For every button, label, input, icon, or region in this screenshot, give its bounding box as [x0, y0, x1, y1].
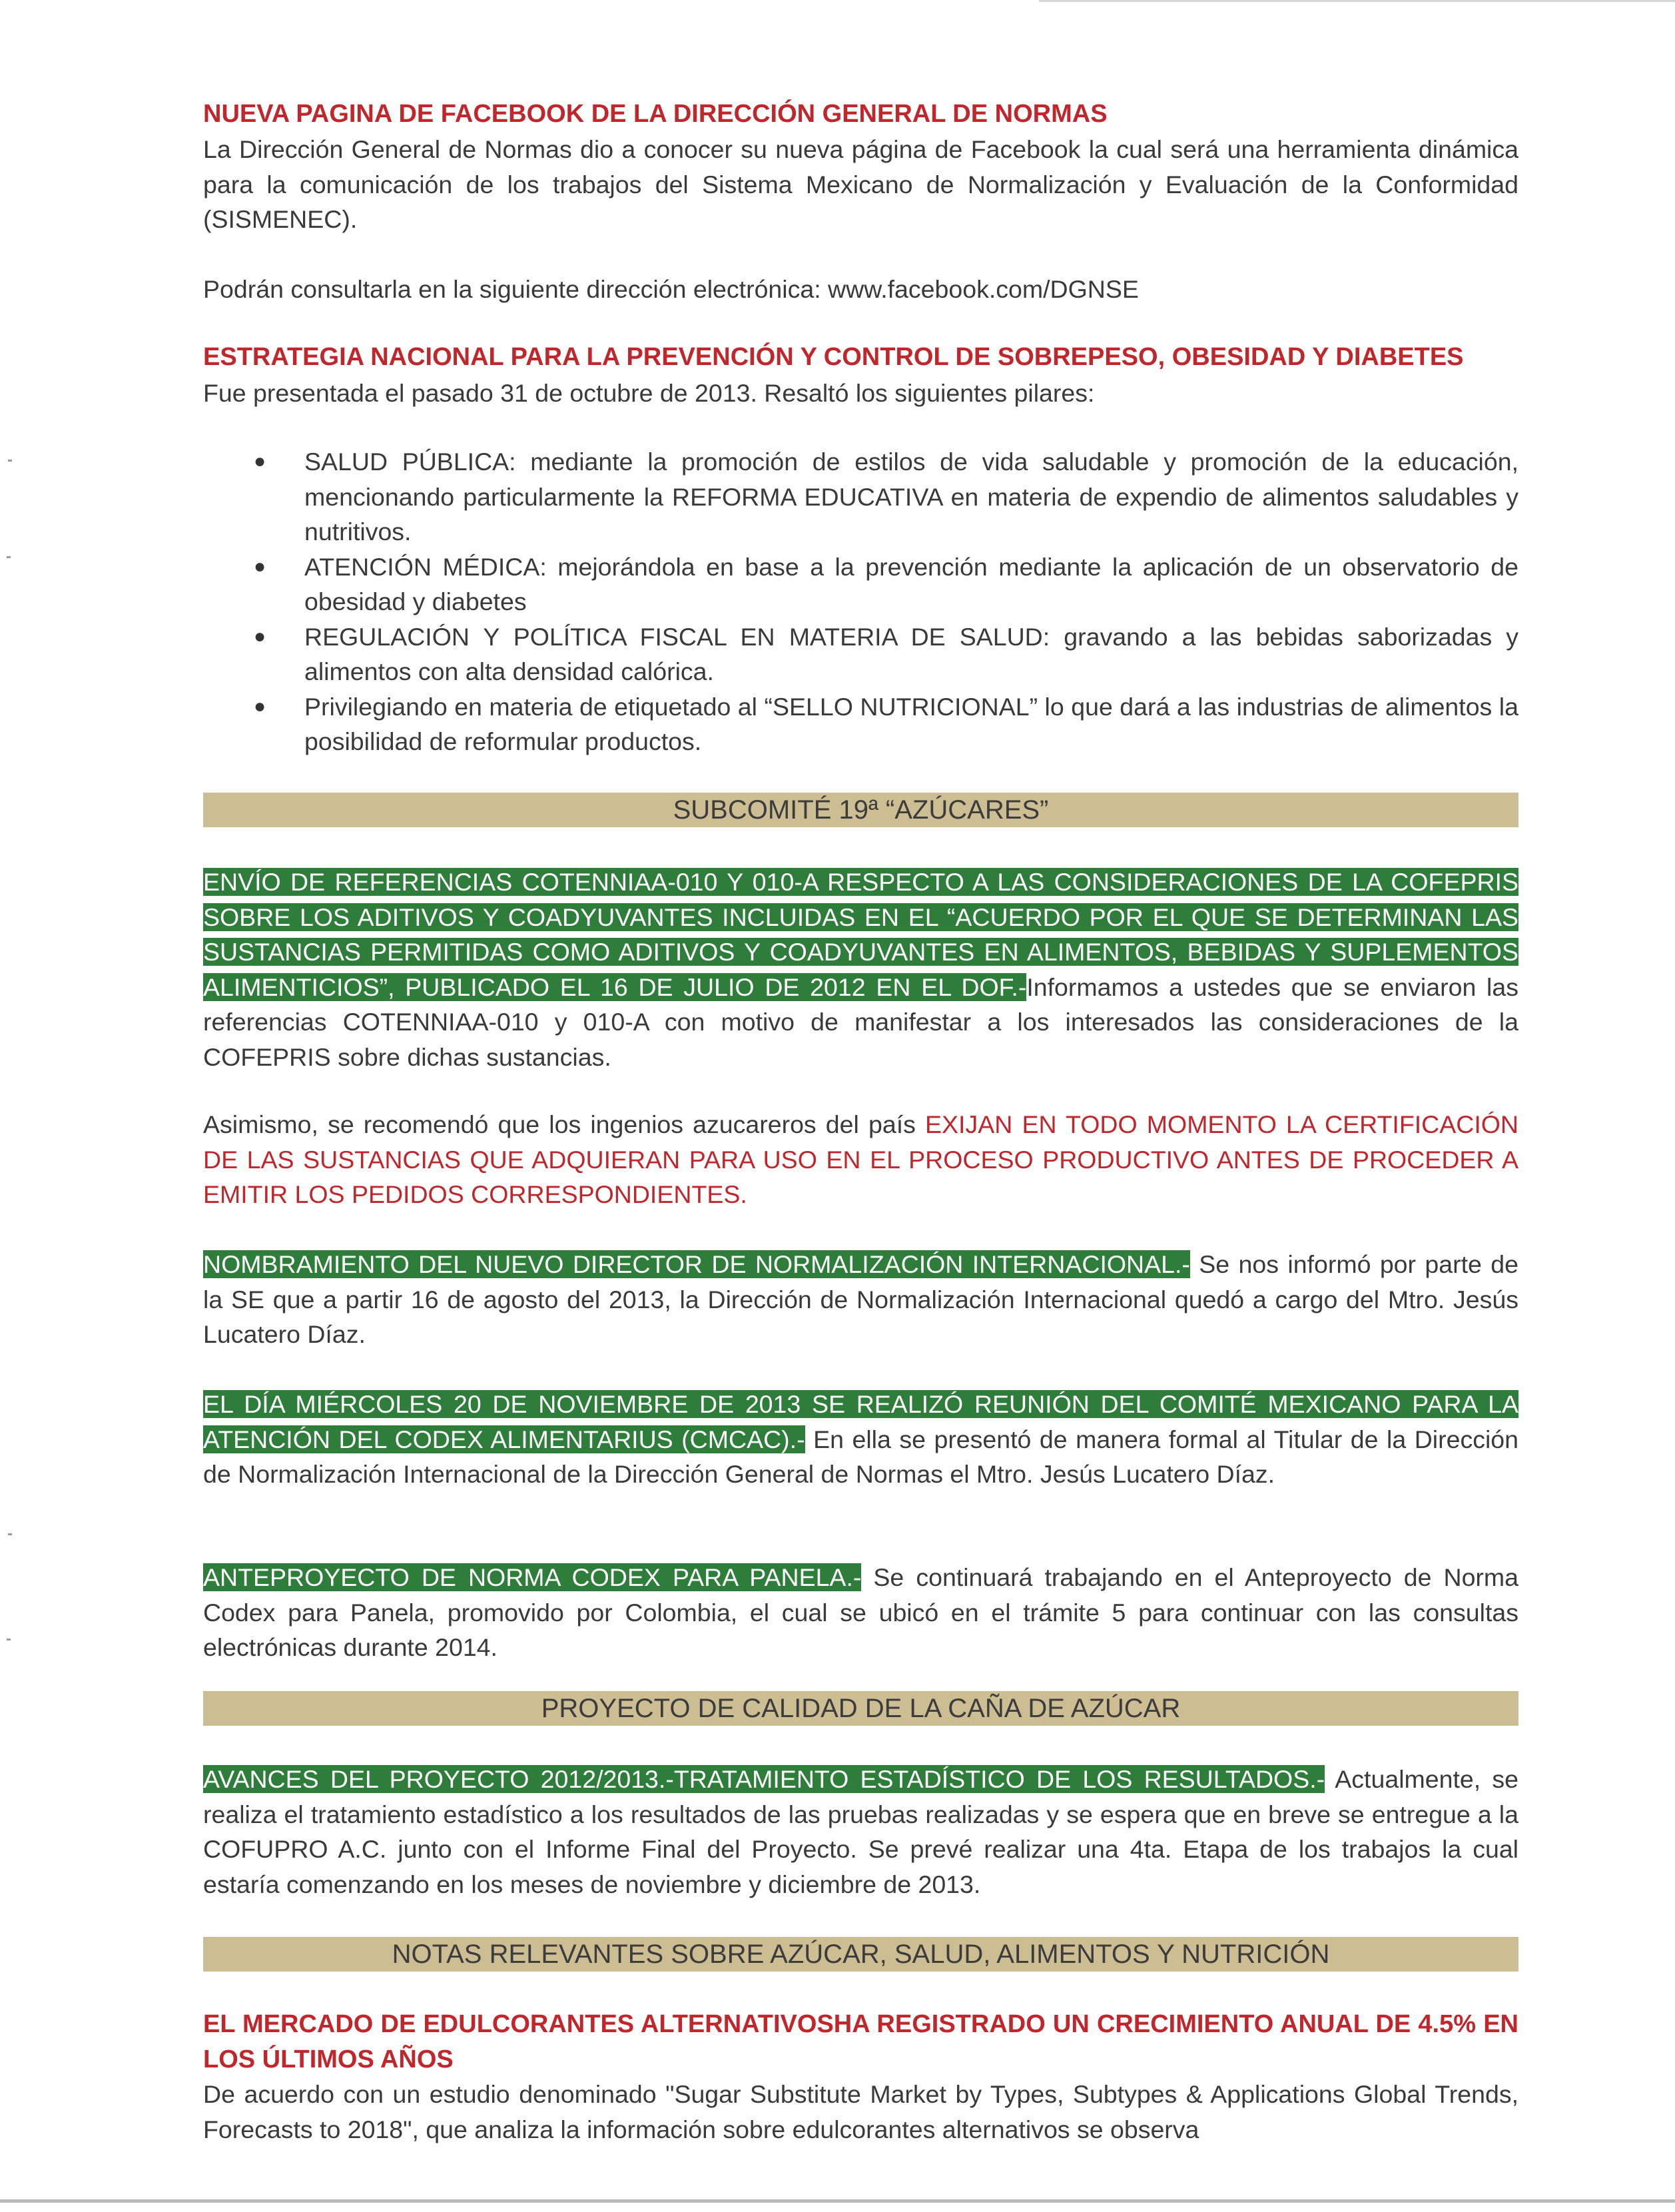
scan-edge-top [1039, 0, 1675, 2]
item-referencias [203, 865, 1518, 1074]
scan-speck [8, 1533, 12, 1535]
section-title-estrategia: ESTRATEGIA NACIONAL PARA LA PREVENCIÓN Y CONTROL DE SOBREPESO, OBESIDAD Y DIABETES [203, 343, 1464, 371]
bullet-icon: ● [254, 555, 266, 577]
highlight-heading: NOMBRAMIENTO DEL NUEVO DIRECTOR DE NORMALIZACIÓN INTERNACIONAL.- [203, 1250, 1190, 1278]
scan-edge-bottom [0, 2199, 1675, 2203]
item-reunion-cmcac [203, 1387, 1518, 1492]
scan-speck [8, 460, 12, 462]
item-text: En ella se presentó de manera formal al Titular de la Dirección de Normalización Internacional de la Dirección General de Normas el Mtro. Jesús Lucatero Díaz. [203, 1425, 1518, 1488]
bullet-icon: ● [254, 625, 266, 647]
item-nombramiento [203, 1247, 1518, 1352]
item-text: Informamos a ustedes que se enviaron las referencias COTENNIAA-010 y 010-A con motivo de manifestar a los interesados las consideraciones de la COFEPRIS sobre dichas sustancias. [203, 972, 1518, 1071]
edulcorantes-paragraph: De acuerdo con un estudio denominado "Sugar Substitute Market by Types, Subtypes & Applications Global Trends, Forecasts to 2018", que analiza la información sobre edulcorantes alternativos se observa [203, 2080, 1518, 2143]
bullet-icon: ● [254, 695, 266, 717]
section-band-notas: NOTAS RELEVANTES SOBRE AZÚCAR, SALUD, ALIMENTOS Y NUTRICIÓN [203, 1937, 1518, 1972]
item-recomendacion: Asimismo, se recomendó que los ingenios azucareros del país EXIJAN EN TODO MOMENTO LA CERTIFICACIÓN DE LAS SUSTANCIAS QUE ADQUIERAN PARA USO EN EL PROCESO PRODUCTIVO ANTES DE PROCEDER A EMITIR LOS PEDIDOS CORRESPONDIENTES. [203, 1110, 1518, 1208]
section-title-edulcorantes: EL MERCADO DE EDULCORANTES ALTERNATIVOSHA REGISTRADO UN CRECIMIENTO ANUAL DE 4.5% EN LOS ÚLTIMOS AÑOS [203, 2010, 1518, 2073]
list-item: ● ATENCIÓN MÉDICA: mejorándola en base a la prevención mediante la aplicación de un observatorio de obesidad y diabetes [203, 550, 1518, 619]
pillars-list [203, 444, 1518, 759]
section-band-subcomite: SUBCOMITÉ 19ª “AZÚCARES” [203, 793, 1518, 827]
highlight-heading: ANTEPROYECTO DE NORMA CODEX PARA PANELA.- [203, 1563, 862, 1591]
item-text: Actualmente, se realiza el tratamiento estadístico a los resultados de las pruebas realizadas y se espera que en breve se entregue a la COFUPRO A.C. junto con el Informe Final del Proyecto. Se prevé realizar una 4ta. Etapa de los trabajos la cual estaría comenzando en los meses de noviembre y diciembre de 2013. [203, 1765, 1518, 1898]
item-text: Se continuará trabajando en el Anteproyecto de Norma Codex para Panela, promovido por Colombia, el cual se ubicó en el trámite 5 para continuar con las consultas electrónicas durante 2014. [203, 1563, 1519, 1661]
list-item: ● SALUD PÚBLICA: mediante la promoción de estilos de vida saludable y promoción de la educación, mencionando particularmente la REFORMA EDUCATIVA en materia de expendio de alimentos saludables y nutritivos. [203, 444, 1518, 550]
facebook-paragraph: La Dirección General de Normas dio a conocer su nueva página de Facebook la cual será una herramienta dinámica para la comunicación de los trabajos del Sistema Mexicano de Normalización y Evaluación de la Conformidad (SISMENEC). [203, 135, 1518, 233]
scan-speck [7, 1639, 11, 1641]
highlight-heading: AVANCES DEL PROYECTO 2012/2013.-TRATAMIENTO ESTADÍSTICO DE LOS RESULTADOS.- [203, 1765, 1325, 1793]
item-text: Se nos informó por parte de la SE que a partir 16 de agosto del 2013, la Dirección de Normalización Internacional quedó a cargo del Mtro. Jesús Lucatero Díaz. [203, 1250, 1518, 1348]
item-panela [203, 1560, 1518, 1665]
highlight-heading: ENVÍO DE REFERENCIAS COTENNIAA-010 Y 010-A RESPECTO A LAS CONSIDERACIONES DE LA COFEPRIS SOBRE LOS ADITIVOS Y COADYUVANTES INCLUIDAS EN EL “ACUERDO POR EL QUE SE DETERMINAN LAS SUSTANCIAS PERMITIDAS COMO ADITIVOS Y COADYUVANTES EN ALIMENTOS, BEBIDAS Y SUPLEMENTOS ALIMENTICIOS”, PUBLICADO EL 16 DE JULIO DE 2012 EN EL DOF.- [203, 868, 1518, 1001]
scan-speck [7, 556, 11, 558]
red-emphasis: EXIJAN EN TODO MOMENTO LA CERTIFICACIÓN DE LAS SUSTANCIAS QUE ADQUIERAN PARA USO EN EL PROCESO PRODUCTIVO ANTES DE PROCEDER A EMITIR LOS PEDIDOS CORRESPONDIENTES. [203, 1110, 1518, 1208]
list-item: ● REGULACIÓN Y POLÍTICA FISCAL EN MATERIA DE SALUD: gravando a las bebidas saborizadas y alimentos con alta densidad calórica. [203, 619, 1518, 689]
section-title-facebook: NUEVA PAGINA DE FACEBOOK DE LA DIRECCIÓN GENERAL DE NORMAS [203, 100, 1108, 128]
highlight-heading: EL DÍA MIÉRCOLES 20 DE NOVIEMBRE DE 2013 SE REALIZÓ REUNIÓN DEL COMITÉ MEXICANO PARA LA ATENCIÓN DEL CODEX ALIMENTARIUS (CMCAC).- [203, 1390, 1518, 1453]
facebook-address-paragraph: Podrán consultarla en la siguiente dirección electrónica: www.facebook.com/DGNSE [203, 275, 1139, 303]
item-avances-proyecto [203, 1762, 1518, 1902]
list-item: ● Privilegiando en materia de etiquetado al “SELLO NUTRICIONAL” lo que dará a las industrias de alimentos la posibilidad de reformular productos. [203, 689, 1518, 759]
estrategia-intro: Fue presentada el pasado 31 de octubre de 2013. Resaltó los siguientes pilares: [203, 379, 1095, 407]
section-band-calidad-cana: PROYECTO DE CALIDAD DE LA CAÑA DE AZÚCAR [203, 1691, 1518, 1726]
bullet-icon: ● [254, 450, 266, 472]
